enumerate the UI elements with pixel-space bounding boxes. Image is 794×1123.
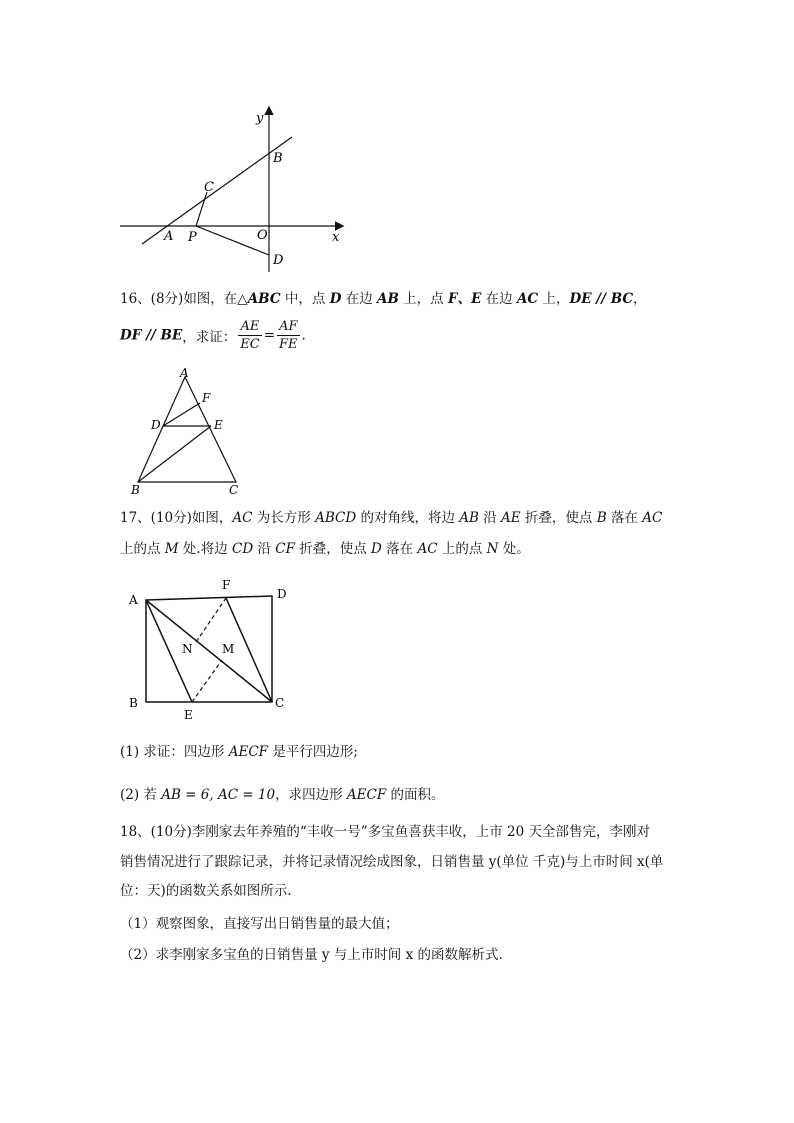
q16-line1: 16、(8分)如图，在△ABC 中，点 D 在边 AB 上，点 F、E 在边 AC 上，DE // BC， (120, 291, 647, 307)
label-x: x (332, 230, 340, 245)
label-c: C (229, 483, 239, 497)
label-a: A (129, 593, 138, 607)
segment-be (138, 426, 211, 482)
rectangle-figure (122, 574, 292, 726)
q18-line1: 18、(10分)李刚家去年养殖的“丰收一号”多宝鱼喜获丰收，上市 20 天全部售完，李刚对 (120, 824, 650, 840)
diagonal-ac (146, 600, 272, 702)
label-f: F (222, 578, 231, 592)
label-n: N (182, 642, 193, 656)
label-d: D (151, 418, 161, 432)
segment-pc (196, 192, 207, 226)
q16-line2: DF // BE，求证： $\frac{AE}{EC}$ = $\frac{AF}{FE}$ . (120, 319, 306, 352)
q18-sub2: （2）求李刚家多宝鱼的日销售量 y 与上市时间 x 的函数解析式. (120, 947, 503, 963)
segment-em-dashed (192, 660, 222, 702)
label-c: C (275, 696, 285, 710)
q18-line2: 销售情况进行了跟踪记录，并将记录情况绘成图象，日销售量 y(单位 千克)与上市时间 x(单 (120, 854, 664, 870)
label-d: D (277, 587, 287, 601)
segment-fn-dashed (196, 598, 226, 642)
triangle-figure (128, 365, 248, 497)
q17-line2: 上的点 M 处.将边 CD 沿 CF 折叠，使点 D 落在 AC 上的点 N 处。 (120, 541, 530, 557)
label-f: F (202, 391, 211, 405)
q17-sub2: (2) 若 AB = 6, AC = 10，求四边形 AECF 的面积。 (120, 787, 445, 803)
q18-sub1: （1）观察图象，直接写出日销售量的最大值； (120, 916, 399, 932)
label-e: E (184, 708, 193, 722)
coordinate-figure (110, 100, 360, 280)
q17-sub1: (1) 求证：四边形 AECF 是平行四边形; (120, 744, 358, 760)
label-o: O (257, 228, 268, 243)
label-p: P (188, 230, 197, 245)
label-d: D (273, 253, 284, 268)
label-b: B (273, 151, 283, 166)
fraction-ae-ec: $\frac{AE}{EC}$ (240, 319, 260, 352)
label-b: B (129, 696, 138, 710)
q17-line1: 17、(10分)如图，AC 为长方形 ABCD 的对角线，将边 AB 沿 AE 折叠，使点 B 落在 AC (120, 510, 663, 526)
label-a: A (180, 366, 189, 380)
fraction-af-fe: $\frac{AF}{FE}$ (279, 319, 298, 352)
label-e: E (214, 418, 223, 432)
q18-line3: 位：天)的函数关系如图所示. (120, 883, 292, 899)
label-m: M (222, 642, 235, 656)
label-b: B (131, 483, 140, 497)
label-a: A (164, 229, 174, 244)
label-y: y (256, 111, 264, 126)
label-c: C (204, 180, 214, 195)
